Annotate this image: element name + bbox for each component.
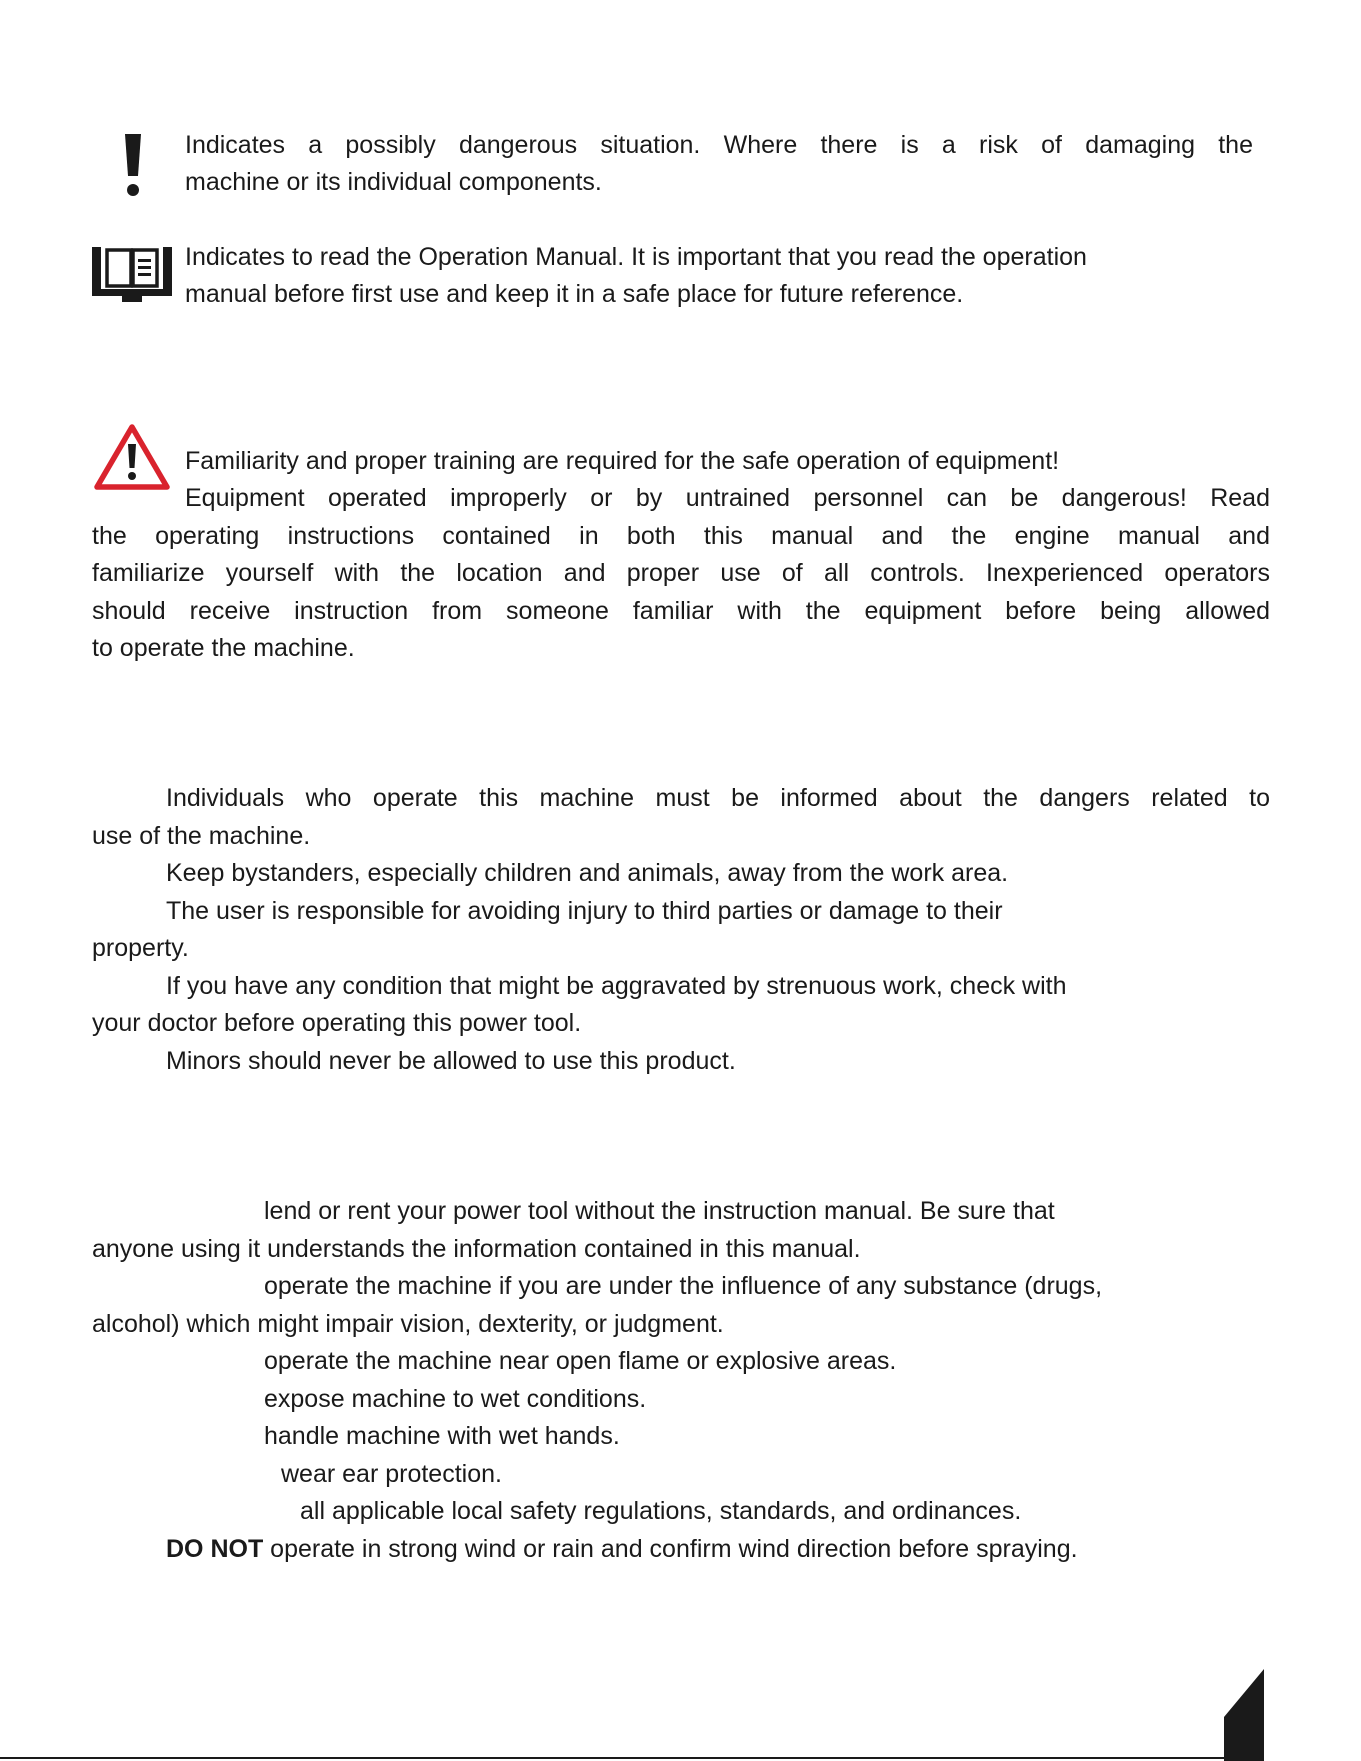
people-line-5: property. (92, 934, 189, 962)
training-line-1: Familiarity and proper training are required for the safe operation of equipment! (185, 447, 1060, 475)
rules-line-5: operate the machine near open flame or explosive areas. (264, 1347, 897, 1375)
caution-text-line-1: Indicates a possibly dangerous situation. Where there is a risk of damaging the (185, 131, 1253, 159)
rules-line-9: all applicable local safety regulations, standards, and ordinances. (300, 1497, 1022, 1525)
rules-line-6: expose machine to wet conditions. (264, 1385, 647, 1413)
training-line-6: to operate the machine. (92, 634, 355, 662)
training-line-2: Equipment operated improperly or by untrained personnel can be dangerous! Read (185, 484, 1270, 512)
bottom-rule (0, 1757, 1224, 1759)
warning-triangle-icon (92, 422, 172, 492)
people-line-2: use of the machine. (92, 822, 311, 850)
people-line-4: The user is responsible for avoiding injury to third parties or damage to their (166, 897, 1003, 925)
do-not-emphasis: DO NOT (166, 1535, 264, 1563)
rules-line-10 (166, 1531, 1078, 1569)
people-line-6: If you have any condition that might be aggravated by strenuous work, check with (166, 972, 1067, 1000)
rules-line-4: alcohol) which might impair vision, dexterity, or judgment. (92, 1310, 724, 1338)
rules-line-10-text: operate in strong wind or rain and confirm wind direction before spraying. (263, 1535, 1078, 1563)
people-line-1: Individuals who operate this machine must be informed about the dangers related to (166, 784, 1270, 812)
exclamation-icon (122, 132, 144, 198)
training-line-3: the operating instructions contained in both this manual and the engine manual and (92, 522, 1270, 550)
rules-line-2: anyone using it understands the information contained in this manual. (92, 1235, 861, 1263)
caution-text-line-2: machine or its individual components. (185, 168, 602, 196)
training-line-4: familiarize yourself with the location and proper use of all controls. Inexperienced operators (92, 559, 1270, 587)
people-line-7: your doctor before operating this power tool. (92, 1009, 582, 1037)
manual-text-line-2: manual before first use and keep it in a safe place for future reference. (185, 280, 964, 308)
book-icon (90, 244, 174, 303)
training-line-5: should receive instruction from someone familiar with the equipment before being allowed (92, 597, 1270, 625)
people-line-8: Minors should never be allowed to use this product. (166, 1047, 736, 1075)
rules-line-7: handle machine with wet hands. (264, 1422, 620, 1450)
manual-text-line-1: Indicates to read the Operation Manual. It is important that you read the operation (185, 243, 1087, 271)
rules-line-8: wear ear protection. (281, 1460, 502, 1488)
page-corner-tab (1224, 1669, 1264, 1761)
rules-line-1: lend or rent your power tool without the instruction manual. Be sure that (264, 1197, 1055, 1225)
people-line-3: Keep bystanders, especially children and animals, away from the work area. (166, 859, 1009, 887)
rules-line-3: operate the machine if you are under the influence of any substance (drugs, (264, 1272, 1103, 1300)
